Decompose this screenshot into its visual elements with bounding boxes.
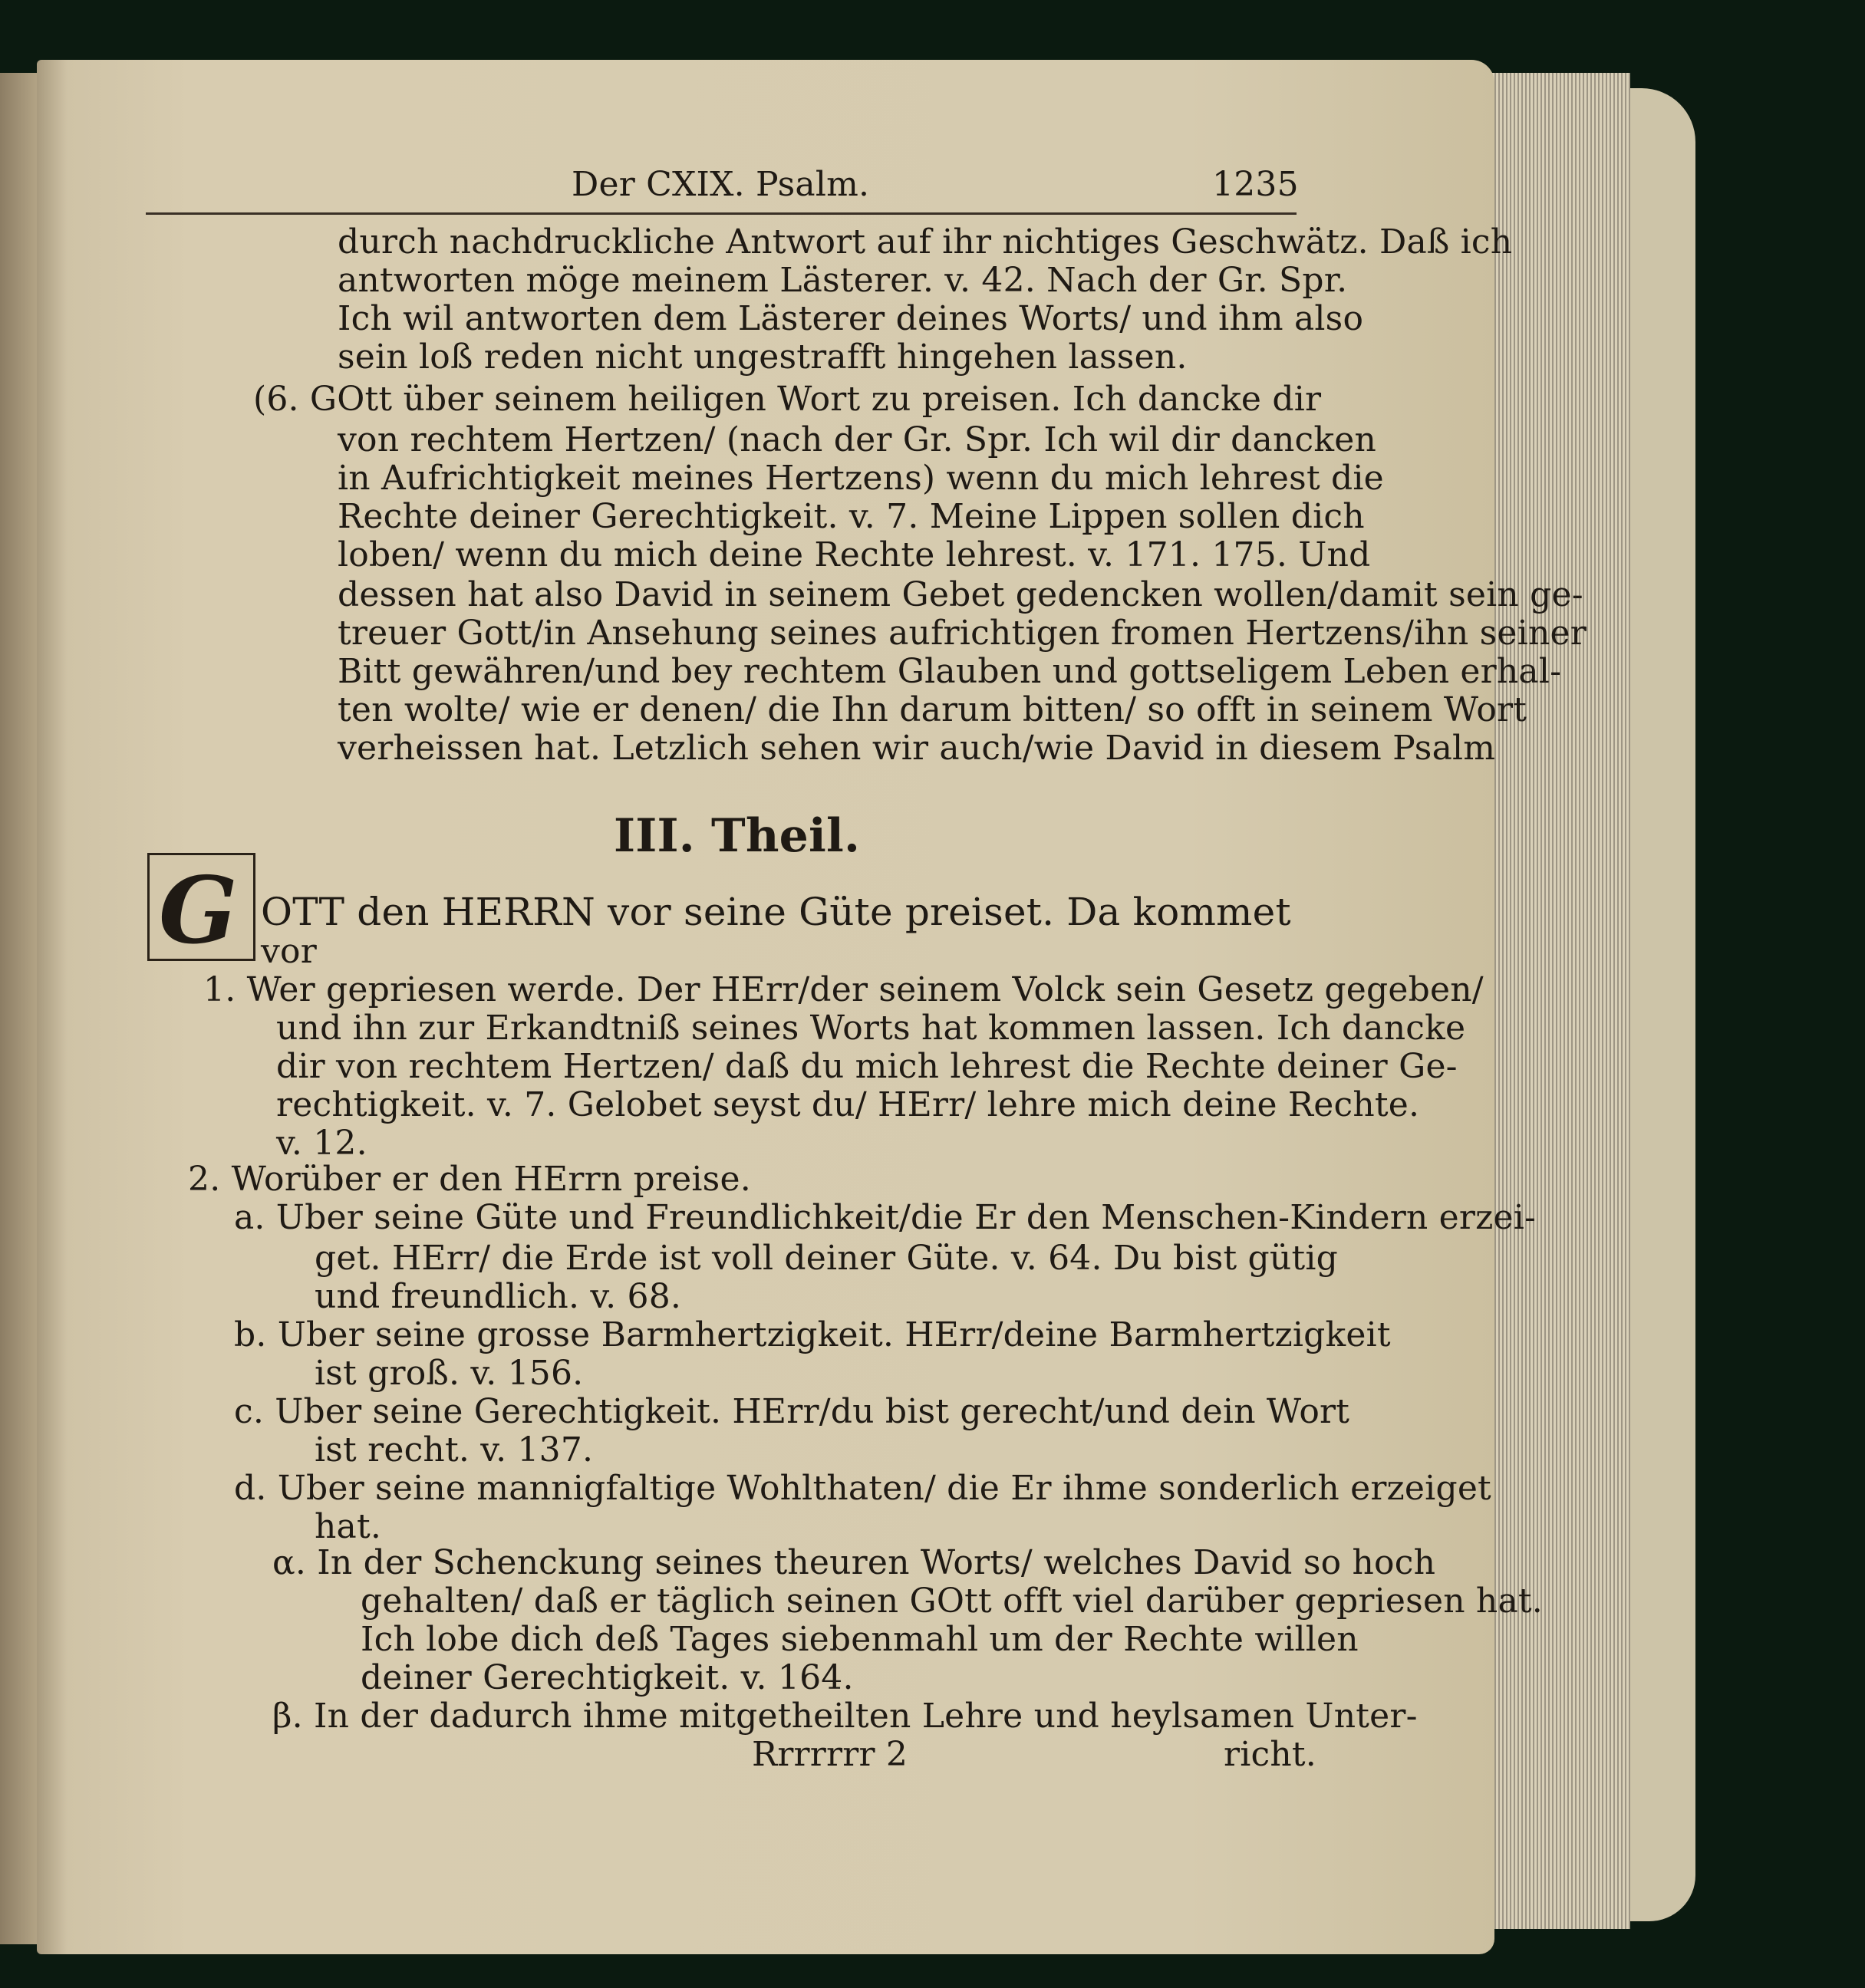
text-line: d. Uber seine mannigfaltige Wohlthaten/ die Er ihme sonderlich erzeiget: [234, 1469, 1491, 1508]
section-heading: III. Theil.: [614, 809, 861, 863]
text-line: b. Uber seine grosse Barmhertzigkeit. HErr/deine Barmhertzigkeit: [234, 1315, 1391, 1354]
text-line: vor: [261, 932, 317, 971]
signature-mark: Rrrrrrr 2: [752, 1735, 908, 1774]
text-line: gehalten/ daß er täglich seinen GOtt offt viel darüber gepriesen hat.: [361, 1582, 1543, 1621]
text-line: Ich wil antworten dem Lästerer deines Worts/ und ihm also: [338, 299, 1364, 338]
text-line: in Aufrichtigkeit meines Hertzens) wenn du mich lehrest die: [338, 459, 1384, 498]
decorated-initial: G: [147, 853, 255, 961]
text-line: deiner Gerechtigkeit. v. 164.: [361, 1658, 854, 1697]
text-line: verheissen hat. Letzlich sehen wir auch/wie David in diesem Psalm: [338, 729, 1496, 768]
text-line: 1. Wer gepriesen werde. Der HErr/der seinem Volck sein Gesetz gegeben/: [203, 970, 1484, 1009]
text-line: von rechtem Hertzen/ (nach der Gr. Spr. Ich wil dir dancken: [338, 420, 1376, 459]
page-number: 1235: [1212, 165, 1299, 204]
text-line: hat.: [315, 1507, 382, 1546]
text-line: loben/ wenn du mich deine Rechte lehrest. v. 171. 175. Und: [338, 535, 1371, 574]
text-line: und freundlich. v. 68.: [315, 1277, 682, 1316]
text-line: β. In der dadurch ihme mitgetheilten Lehre und heylsamen Unter-: [272, 1697, 1418, 1736]
text-line: antworten möge meinem Lästerer. v. 42. Nach der Gr. Spr.: [338, 261, 1348, 300]
text-line: ist recht. v. 137.: [315, 1430, 594, 1470]
text-line: v. 12.: [276, 1124, 367, 1163]
text-line: α. In der Schenckung seines theuren Worts/ welches David so hoch: [272, 1543, 1436, 1582]
text-line: (6. GOtt über seinem heiligen Wort zu preisen. Ich dancke dir: [253, 380, 1322, 419]
header-rule: [146, 212, 1297, 215]
text-line: get. HErr/ die Erde ist voll deiner Güte. v. 64. Du bist gütig: [315, 1239, 1338, 1278]
text-line: dir von rechtem Hertzen/ daß du mich lehrest die Rechte deiner Ge-: [276, 1047, 1458, 1086]
text-line: rechtigkeit. v. 7. Gelobet seyst du/ HErr/ lehre mich deine Rechte.: [276, 1085, 1420, 1124]
text-line: Bitt gewähren/und bey rechtem Glauben und gottseligem Leben erhal-: [338, 652, 1562, 691]
text-line: Rechte deiner Gerechtigkeit. v. 7. Meine Lippen sollen dich: [338, 497, 1365, 536]
text-line: ten wolte/ wie er denen/ die Ihn darum bitten/ so offt in seinem Wort: [338, 690, 1527, 729]
text-line: 2. Worüber er den HErrn preise.: [188, 1160, 751, 1199]
text-line: durch nachdruckliche Antwort auf ihr nichtiges Geschwätz. Daß ich: [338, 222, 1513, 262]
text-line: sein loß reden nicht ungestrafft hingehen lassen.: [338, 337, 1188, 377]
text-line: a. Uber seine Güte und Freundlichkeit/die Er den Menschen-Kindern erzei-: [234, 1198, 1537, 1237]
catchword: richt.: [1224, 1735, 1316, 1774]
text-line: treuer Gott/in Ansehung seines aufrichtigen fromen Hertzens/ihn seiner: [338, 614, 1587, 653]
text-line: Ich lobe dich deß Tages siebenmahl um der Rechte willen: [361, 1620, 1359, 1659]
text-line: dessen hat also David in seinem Gebet gedencken wollen/damit sein ge-: [338, 575, 1583, 614]
text-line: ist groß. v. 156.: [315, 1354, 584, 1393]
running-head: Der CXIX. Psalm.: [572, 165, 870, 204]
text-line: und ihn zur Erkandtniß seines Worts hat kommen lassen. Ich dancke: [276, 1009, 1466, 1048]
text-line: c. Uber seine Gerechtigkeit. HErr/du bist gerecht/und dein Wort: [234, 1392, 1350, 1431]
text-line: OTT den HERRN vor seine Güte preiset. Da kommet: [261, 890, 1291, 934]
